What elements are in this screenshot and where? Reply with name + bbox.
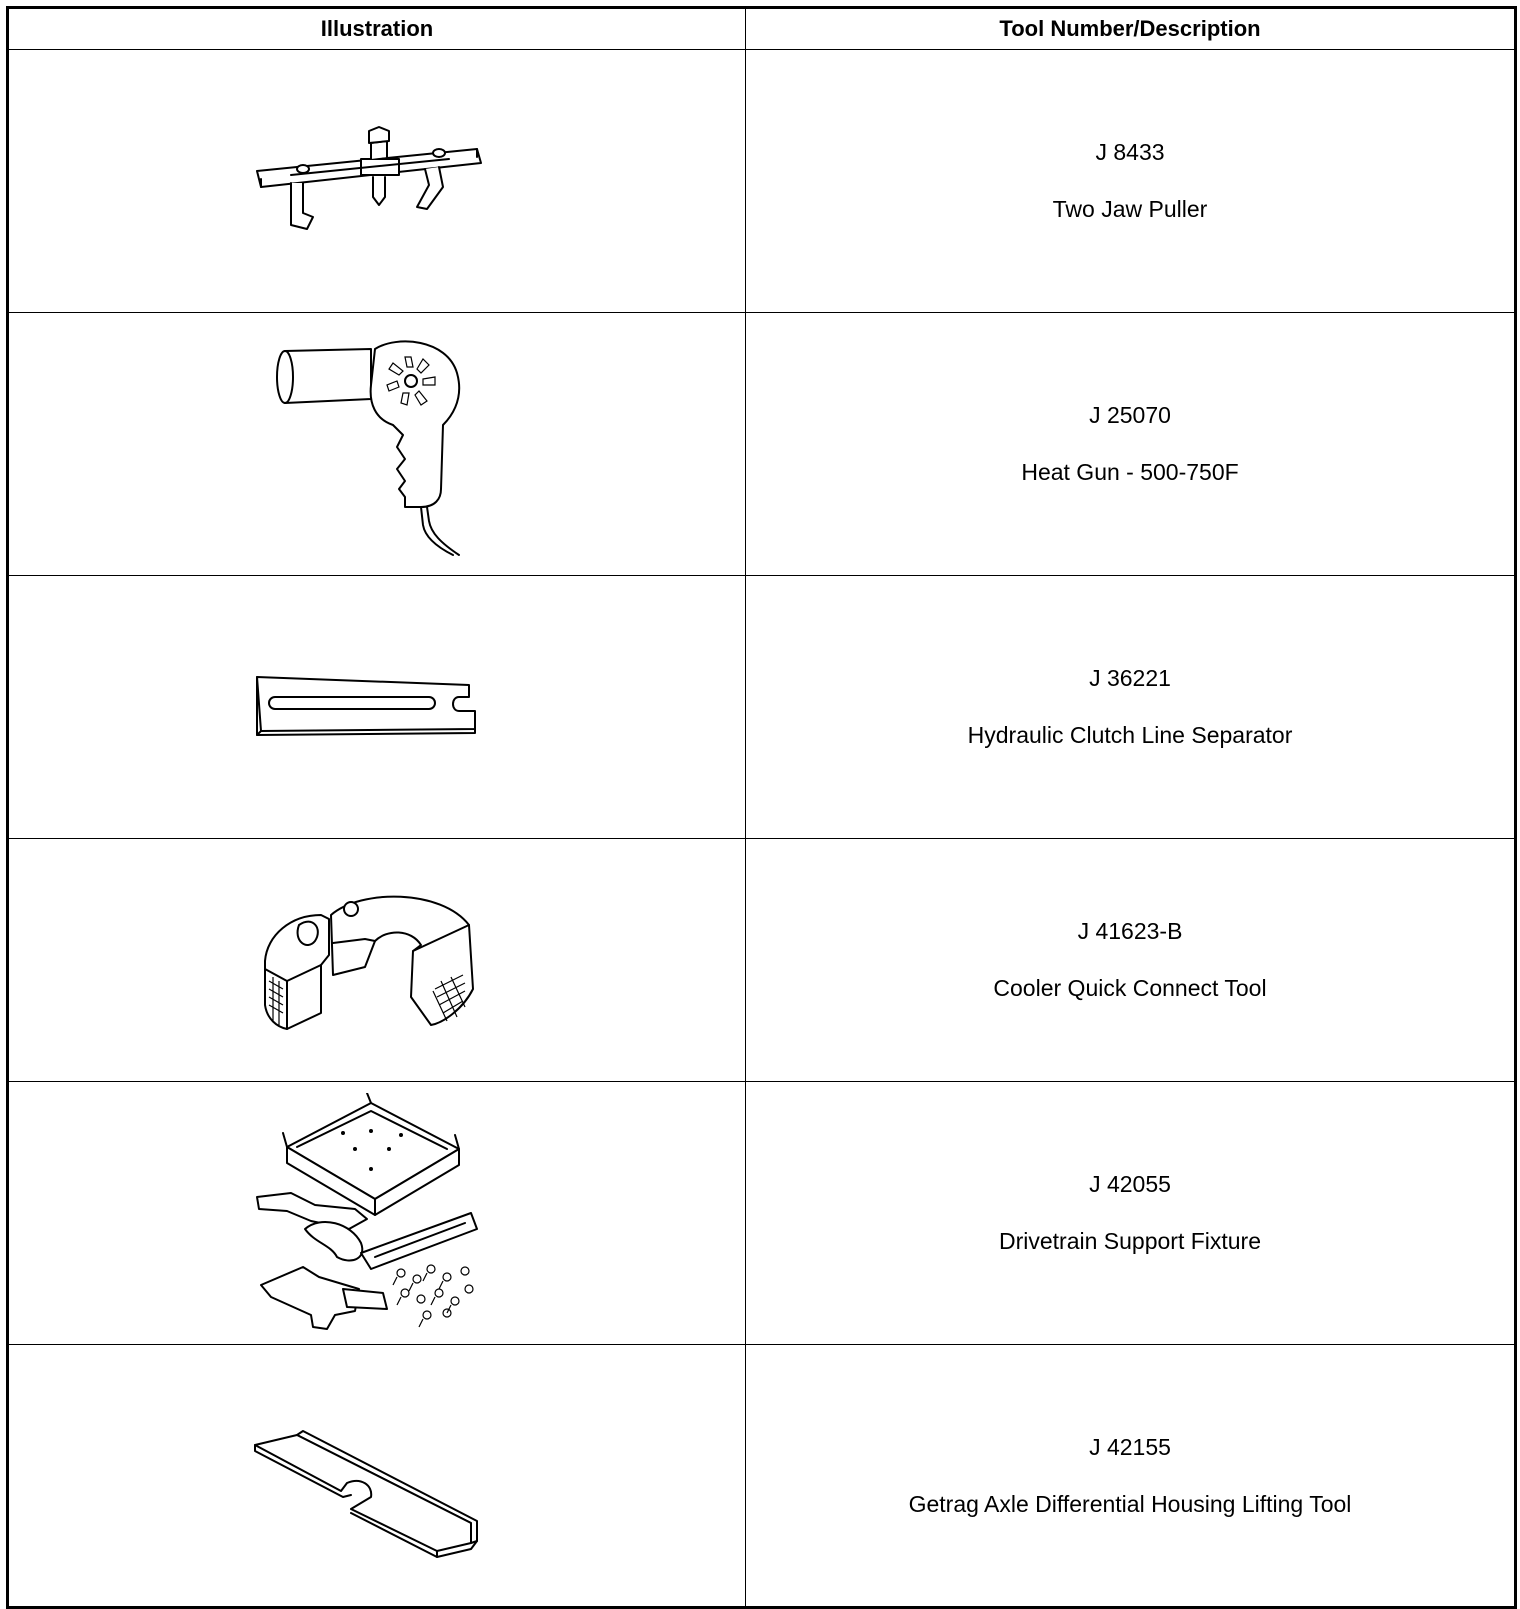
tool-number: J 36221	[1089, 665, 1171, 691]
quick-connect-tool-icon	[251, 885, 491, 1035]
tool-cell	[746, 313, 1516, 576]
tool-description: Two Jaw Puller	[1052, 196, 1208, 222]
tool-column-header: Tool Number/Description	[746, 8, 1516, 50]
tool-cell	[746, 839, 1516, 1082]
table-row	[8, 1345, 1516, 1608]
clutch-line-separator-icon	[251, 667, 491, 747]
tool-description: Hydraulic Clutch Line Separator	[967, 722, 1293, 748]
table-header-row	[8, 8, 1516, 50]
tool-number: J 41623-B	[1077, 918, 1183, 944]
table-row	[8, 313, 1516, 576]
tool-number: J 8433	[1095, 139, 1165, 165]
table-row	[8, 839, 1516, 1082]
tool-number: J 42155	[1089, 1433, 1171, 1460]
illustration-cell	[8, 1082, 746, 1345]
table-row	[8, 576, 1516, 839]
illustration-cell	[8, 576, 746, 839]
tool-number: J 25070	[1089, 402, 1171, 428]
tool-description: Heat Gun - 500-750F	[1021, 459, 1239, 485]
tool-cell	[746, 50, 1516, 313]
heat-gun-icon	[271, 329, 471, 559]
illustration-cell	[8, 1345, 746, 1608]
table-row	[8, 50, 1516, 313]
illustration-cell	[8, 839, 746, 1082]
support-fixture-icon	[251, 1093, 491, 1333]
illustration-column-header: Illustration	[8, 8, 746, 50]
two-jaw-puller-icon	[251, 121, 491, 241]
special-tools-table	[6, 6, 1517, 1609]
tool-number: J 42055	[1089, 1171, 1171, 1197]
tool-description: Getrag Axle Differential Housing Lifting Tool	[908, 1490, 1352, 1517]
illustration-cell	[8, 313, 746, 576]
tool-cell	[746, 576, 1516, 839]
illustration-cell	[8, 50, 746, 313]
table-row	[8, 1082, 1516, 1345]
lifting-tool-icon	[251, 1391, 491, 1561]
tool-description: Cooler Quick Connect Tool	[993, 975, 1267, 1001]
tool-cell	[746, 1082, 1516, 1345]
tool-description: Drivetrain Support Fixture	[998, 1228, 1262, 1254]
tool-cell	[746, 1345, 1516, 1608]
